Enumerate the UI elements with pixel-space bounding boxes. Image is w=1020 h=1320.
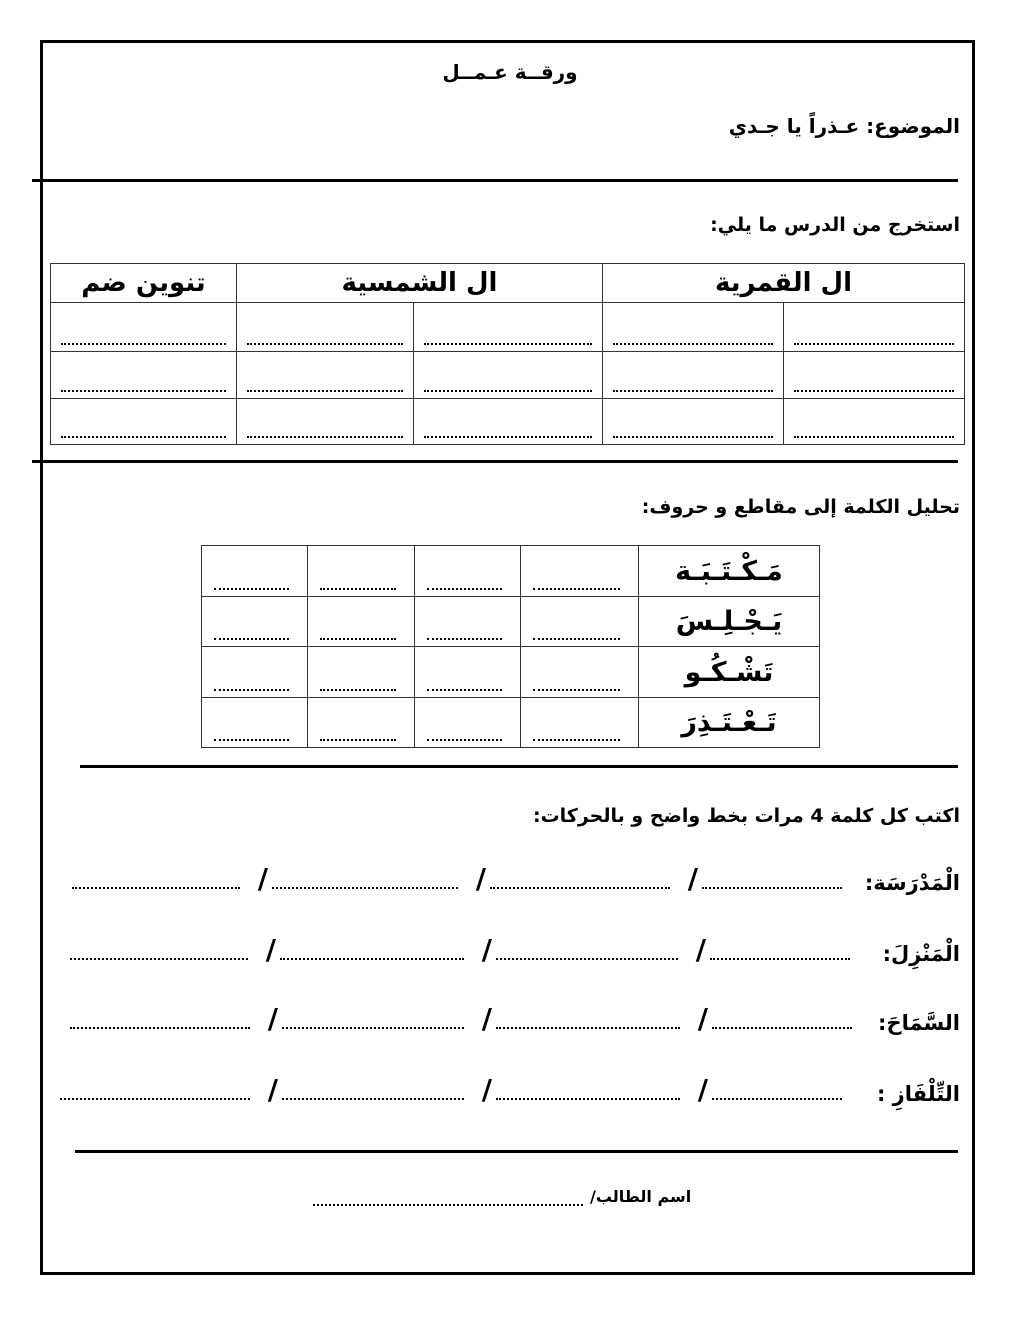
- practice-word: التِّلْفَازِ :: [876, 1082, 960, 1106]
- answer-cell[interactable]: [51, 303, 237, 352]
- answer-cell[interactable]: [237, 352, 414, 399]
- separator: /: [267, 1002, 278, 1035]
- answer-cell[interactable]: [237, 399, 414, 445]
- section3-instruction: اكتب كل كلمة 4 مرات بخط واضح و بالحركات:: [532, 805, 960, 827]
- answer-cell[interactable]: [414, 399, 603, 445]
- student-name-field[interactable]: [313, 1204, 583, 1206]
- practice-word: الْمَدْرَسَة:: [864, 871, 960, 895]
- answer-cell[interactable]: [414, 303, 603, 352]
- practice-line[interactable]: [280, 958, 464, 960]
- separator: /: [481, 1002, 492, 1035]
- syllable-cell[interactable]: [308, 698, 415, 748]
- divider-3: [80, 765, 958, 768]
- answer-cell[interactable]: [414, 352, 603, 399]
- practice-line[interactable]: [712, 1098, 842, 1100]
- separator: /: [481, 933, 492, 966]
- header-tanween-damm: تنوين ضم: [51, 264, 237, 303]
- answer-cell[interactable]: [51, 352, 237, 399]
- lesson-subject: الموضوع: عـذراً يا جـدي: [728, 114, 960, 138]
- practice-line[interactable]: [70, 1027, 250, 1029]
- analysis-word: تَـعْـتَـذِرَ: [639, 698, 820, 748]
- practice-row: [70, 855, 960, 895]
- practice-row: [70, 995, 960, 1035]
- analysis-table: [201, 545, 820, 748]
- practice-line[interactable]: [70, 958, 248, 960]
- syllable-cell[interactable]: [415, 698, 521, 748]
- answer-cell[interactable]: [51, 399, 237, 445]
- syllable-cell[interactable]: [308, 597, 415, 647]
- practice-line[interactable]: [496, 1098, 680, 1100]
- separator: /: [697, 1002, 708, 1035]
- syllable-cell[interactable]: [521, 647, 639, 698]
- syllable-cell[interactable]: [308, 546, 415, 597]
- syllable-cell[interactable]: [521, 698, 639, 748]
- separator: /: [475, 862, 486, 895]
- divider-1: [32, 179, 958, 182]
- divider-2: [32, 460, 958, 463]
- answer-cell[interactable]: [603, 303, 784, 352]
- separator: /: [257, 862, 268, 895]
- answer-cell[interactable]: [603, 399, 784, 445]
- separator: /: [695, 933, 706, 966]
- extraction-table: [50, 263, 965, 445]
- practice-word: السَّمَاحَ:: [878, 1011, 960, 1035]
- answer-cell[interactable]: [784, 352, 965, 399]
- worksheet-title: ورقــة عـمــل: [442, 60, 578, 84]
- syllable-cell[interactable]: [521, 546, 639, 597]
- syllable-cell[interactable]: [202, 698, 308, 748]
- practice-line[interactable]: [496, 1027, 680, 1029]
- practice-line[interactable]: [60, 1098, 250, 1100]
- practice-line[interactable]: [272, 887, 458, 889]
- practice-line[interactable]: [72, 887, 240, 889]
- syllable-cell[interactable]: [308, 647, 415, 698]
- practice-line[interactable]: [490, 887, 670, 889]
- separator: /: [481, 1073, 492, 1106]
- syllable-cell[interactable]: [415, 597, 521, 647]
- answer-cell[interactable]: [603, 352, 784, 399]
- practice-line[interactable]: [496, 958, 678, 960]
- practice-row: [70, 1066, 960, 1106]
- practice-word: الْمَنْزِلَ:: [882, 942, 960, 966]
- practice-line[interactable]: [282, 1027, 464, 1029]
- syllable-cell[interactable]: [202, 546, 308, 597]
- section1-instruction: استخرج من الدرس ما يلي:: [710, 214, 960, 236]
- separator: /: [265, 933, 276, 966]
- header-qamariya: ال القمرية: [603, 264, 965, 303]
- answer-cell[interactable]: [784, 303, 965, 352]
- syllable-cell[interactable]: [202, 647, 308, 698]
- syllable-cell[interactable]: [415, 546, 521, 597]
- practice-line[interactable]: [282, 1098, 464, 1100]
- practice-line[interactable]: [712, 1027, 852, 1029]
- syllable-cell[interactable]: [202, 597, 308, 647]
- answer-cell[interactable]: [237, 303, 414, 352]
- practice-line[interactable]: [702, 887, 842, 889]
- separator: /: [267, 1073, 278, 1106]
- separator: /: [687, 862, 698, 895]
- analysis-word: يَـجْـلِـسَ: [639, 597, 820, 647]
- answer-cell[interactable]: [784, 399, 965, 445]
- analysis-word: تَشْـكُـو: [639, 647, 820, 698]
- syllable-cell[interactable]: [415, 647, 521, 698]
- practice-line[interactable]: [710, 958, 850, 960]
- section2-instruction: تحليل الكلمة إلى مقاطع و حروف:: [641, 496, 960, 518]
- header-shamsiya: ال الشمسية: [237, 264, 603, 303]
- syllable-cell[interactable]: [521, 597, 639, 647]
- practice-row: [70, 926, 960, 966]
- separator: /: [697, 1073, 708, 1106]
- analysis-word: مَـكْـتَـبَـة: [639, 546, 820, 597]
- student-name-label: اسم الطالب/: [590, 1187, 692, 1206]
- divider-4: [75, 1150, 958, 1153]
